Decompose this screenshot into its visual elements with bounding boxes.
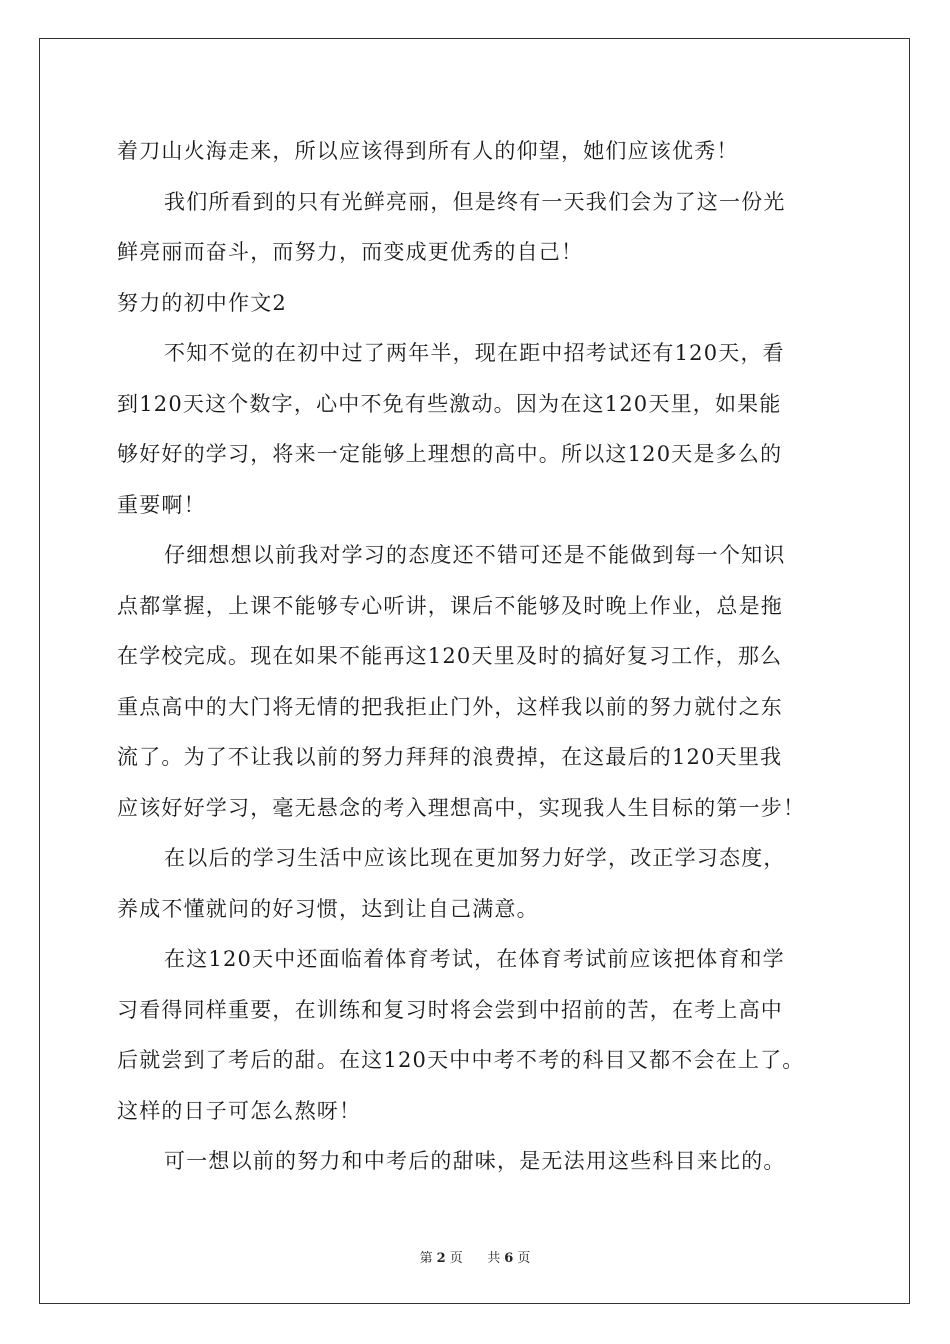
text-line: 重要啊！: [117, 492, 206, 517]
document-body: [117, 126, 833, 1187]
text-line: 习看得同样重要，在训练和复习时将会尝到中招前的苦，在考上高中: [117, 997, 783, 1022]
paragraph-start-line: 在这120天中还面临着体育考试，在体育考试前应该把体育和学: [164, 947, 785, 971]
page-number: 2: [436, 1251, 446, 1266]
text-line: 重点高中的大门将无情的把我拒止门外，这样我以前的努力就付之东: [117, 694, 783, 719]
paragraph-start-line: 可一想以前的努力和中考后的甜味，是无法用这些科目来比的。: [164, 1149, 786, 1173]
paragraph-start-line: 仔细想想以前我对学习的态度还不错可还是不能做到每一个知识: [164, 543, 786, 567]
text-line: 在学校完成。现在如果不能再这120天里及时的搞好复习工作，那么: [117, 644, 783, 668]
page-suffix: 页: [449, 1251, 463, 1266]
total-prefix: 共: [487, 1251, 501, 1266]
text-line: 着刀山火海走来，所以应该得到所有人的仰望，她们应该优秀！: [117, 139, 739, 163]
paragraph-start-line: 不知不觉的在初中过了两年半，现在距中招考试还有120天，看: [164, 341, 785, 365]
paragraph-start-line: 在以后的学习生活中应该比现在更加努力好学，改正学习态度，: [164, 846, 786, 870]
text-line: 够好好的学习，将来一定能够上理想的高中。所以这120天是多么的: [117, 442, 783, 466]
text-line: 点都掌握，上课不能够专心听讲，课后不能够及时晚上作业，总是拖: [117, 593, 783, 618]
page-indicator: [418, 1251, 465, 1266]
total-suffix: 页: [517, 1251, 531, 1266]
text-line: 后就尝到了考后的甜。在这120天中中考不考的科目又都不会在上了。: [117, 1048, 805, 1072]
section-heading: 努力的初中作文2: [117, 290, 287, 315]
text-line: 鲜亮丽而奋斗，而努力，而变成更优秀的自己！: [117, 240, 584, 264]
page-footer: [0, 1247, 950, 1266]
total-pages-indicator: [485, 1251, 532, 1266]
paragraph-start-line: 我们所看到的只有光鲜亮丽，但是终有一天我们会为了这一份光: [164, 189, 786, 214]
text-line: 流了。为了不让我以前的努力拜拜的浪费掉，在这最后的120天里我: [117, 745, 783, 769]
total-pages: 6: [504, 1251, 514, 1266]
text-line: 这样的日子可怎么熬呀！: [117, 1098, 362, 1123]
text-line: 应该好好学习，毫无悬念的考入理想高中，实现我人生目标的第一步！: [117, 795, 806, 820]
text-line: 养成不懂就问的好习惯，达到让自己满意。: [117, 896, 539, 921]
page-prefix: 第: [419, 1251, 433, 1266]
text-line: 到120天这个数字，心中不免有些激动。因为在这120天里，如果能: [117, 391, 782, 416]
